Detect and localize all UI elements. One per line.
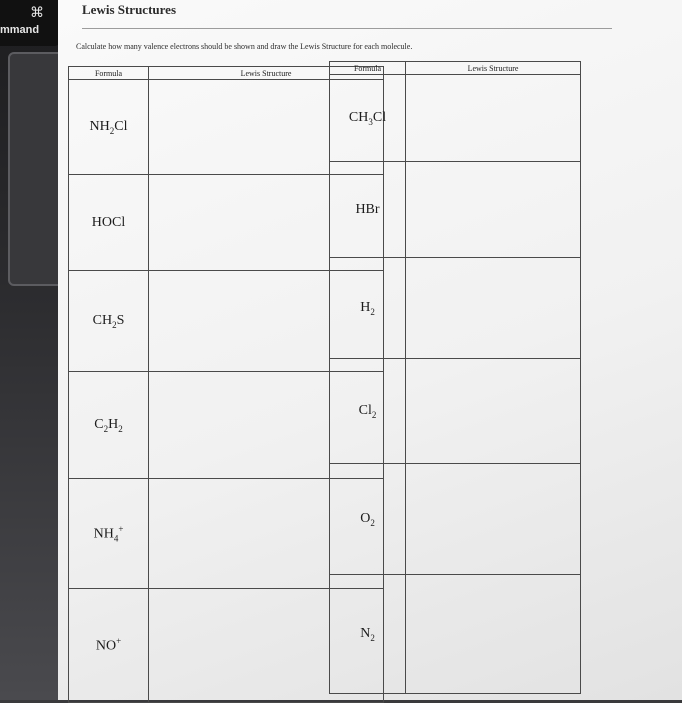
formula-cell [69, 175, 149, 271]
formula-cell [330, 258, 406, 359]
formula-cell [330, 575, 406, 694]
title-divider [82, 28, 612, 29]
formula-text: HBr [355, 201, 380, 217]
formula-subscript: 4 [113, 533, 119, 544]
formula-subscript: 2 [103, 423, 109, 434]
lewis-structure-cell[interactable] [406, 359, 581, 464]
formula-text: Cl [372, 109, 387, 125]
formula-text: C [94, 416, 104, 432]
formula-subscript: 2 [109, 125, 115, 136]
lewis-structure-cell[interactable] [406, 464, 581, 575]
formula-subscript: 2 [371, 409, 377, 420]
formula-cell [330, 359, 406, 464]
formula-text: Cl [114, 118, 128, 134]
table-row [330, 258, 581, 359]
lewis-structure-cell[interactable] [406, 258, 581, 359]
formula-text: CH [92, 312, 113, 328]
formula-cell [69, 80, 149, 175]
formula-charge: + [116, 636, 122, 647]
table-row [330, 359, 581, 464]
formula-text: S [116, 312, 125, 328]
formula-text: H [108, 416, 119, 432]
formula-text: Cl [358, 402, 372, 418]
formula-cell [69, 372, 149, 479]
formula-header: Formula [330, 62, 406, 75]
formula-text: HOCl [91, 214, 126, 230]
table-row [330, 464, 581, 575]
formula-subscript: 2 [370, 632, 375, 643]
command-icon: ⌘ [30, 4, 44, 20]
formula-charge: + [118, 523, 124, 534]
table-row [330, 575, 581, 694]
right-table [329, 61, 581, 694]
formula-subscript: 2 [112, 319, 117, 330]
formula-cell [69, 271, 149, 372]
formula-text: H [360, 299, 371, 315]
formula-text: NH [93, 526, 114, 542]
lewis-structure-cell[interactable] [406, 75, 581, 162]
formula-subscript: 2 [118, 423, 123, 434]
worksheet-title: Lewis Structures [82, 2, 177, 17]
formula-text: N [360, 625, 371, 641]
formula-subscript: 2 [370, 517, 375, 528]
command-key [0, 0, 62, 46]
formula-subscript: 2 [370, 306, 375, 317]
formula-cell [330, 464, 406, 575]
lewis-structure-header: Lewis Structure [149, 67, 384, 80]
formula-subscript: 3 [368, 116, 373, 127]
formula-text: NH [89, 118, 110, 134]
lewis-structure-cell[interactable] [406, 162, 581, 258]
lewis-structure-cell[interactable] [406, 575, 581, 694]
formula-cell [69, 589, 149, 703]
table-row [330, 162, 581, 258]
formula-text: NO [95, 638, 117, 654]
formula-cell [69, 479, 149, 589]
formula-text: O [360, 510, 371, 526]
lewis-structure-header: Lewis Structure [406, 62, 581, 75]
formula-text: CH [348, 109, 369, 125]
formula-cell [330, 162, 406, 258]
table-row [330, 75, 581, 162]
formula-cell [330, 75, 406, 162]
command-key-label: mmand [0, 24, 40, 36]
formula-header: Formula [69, 67, 149, 80]
worksheet-instruction: Calculate how many valence electrons should be shown and draw the Lewis Structure for each molecule. [76, 42, 413, 51]
